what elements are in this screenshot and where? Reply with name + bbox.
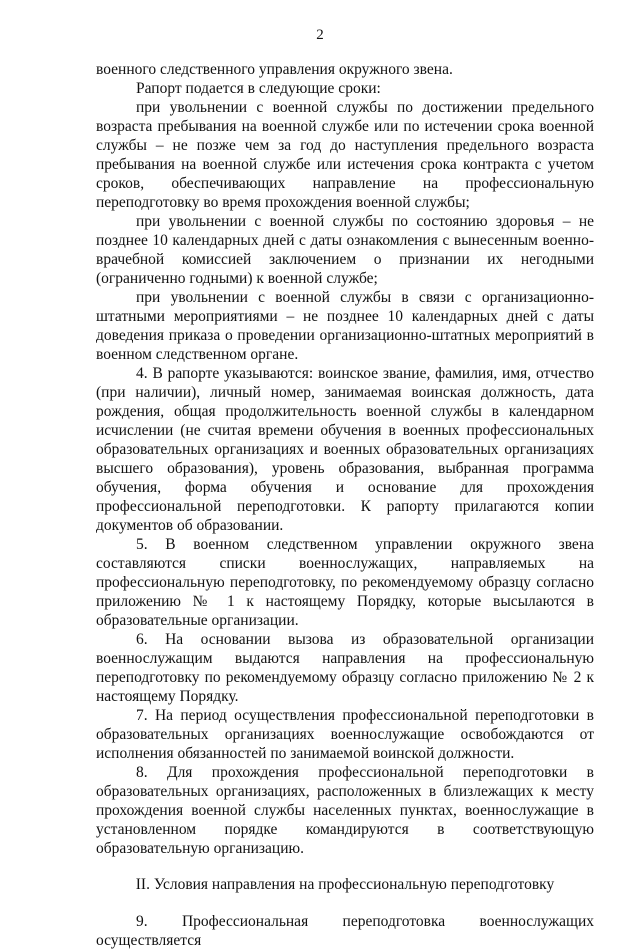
section-heading: II. Условия направления на профессиональную переподготовку (135, 876, 555, 893)
paragraph-item-4: 4. В рапорте указываются: воинское звание, фамилия, имя, отчество (при наличии), личный номер, занимаемая воинская должность, дата рождения, общая продолжительность военной службы в календарном исчислении (не считая времени обучения в военных профессиональных образовательных организациях и военных образовательных организациях высшего образования), уровень образования, выбранная программа обучения, форма обучения и основание для прохождения профессиональной переподготовки. К рапорту прилагаются копии документов об образовании. (96, 365, 594, 534)
paragraph-item-8: 8. Для прохождения профессиональной переподготовки в образовательных организациях, расположенных в близлежащих к месту прохождения военной службы населенных пунктах, военнослужащие в установленном порядке командируются в соответствующую образовательную организацию. (96, 764, 594, 857)
paragraph-item-5: 5. В военном следственном управлении окружного звена составляются списки военнослужащих, направляемых на профессиональную переподготовку, по рекомендуемому образцу согласно приложению № 1 к настоящему Порядку, которые высылаются в образовательные организации. (96, 536, 594, 629)
paragraph-staff-measures: при увольнении с военной службы в связи с организационно-штатными мероприятиями – не позднее 10 календарных дней с даты доведения приказа о проведении организационно-штатных мероприятий в военном следственном органе. (96, 289, 594, 363)
document-body (96, 60, 594, 950)
page-number: 2 (316, 27, 324, 43)
paragraph-item-6: 6. На основании вызова из образовательной организации военнослужащим выдаются направления на профессиональную переподготовку по рекомендуемому образцу согласно приложению № 2 к настоящему Порядку. (96, 631, 594, 705)
paragraph-age-limit: при увольнении с военной службы по достижении предельного возраста пребывания на военной службе или по истечении срока военной службы – не позже чем за год до наступления предельного возраста пребывания на военной службе или истечения срока контракта с учетом сроков, обеспечивающих направление на профессиональную переподготовку во время прохождения военной службы; (96, 99, 594, 211)
paragraph-item-9: 9. Профессиональная переподготовка военнослужащих осуществляется (96, 913, 594, 949)
paragraph-health: при увольнении с военной службы по состоянию здоровья – не позднее 10 календарных дней с даты ознакомления с вынесенным военно-врачебной комиссией заключением о признании их негодными (ограниченно годными) к военной службе; (96, 213, 594, 287)
paragraph-deadlines-intro: Рапорт подается в следующие сроки: (136, 80, 381, 97)
paragraph-continuation: военного следственного управления окружного звена. (96, 61, 453, 78)
paragraph-item-7: 7. На период осуществления профессиональной переподготовки в образовательных организациях военнослужащие освобождаются от исполнения обязанностей по занимаемой воинской должности. (96, 707, 594, 762)
